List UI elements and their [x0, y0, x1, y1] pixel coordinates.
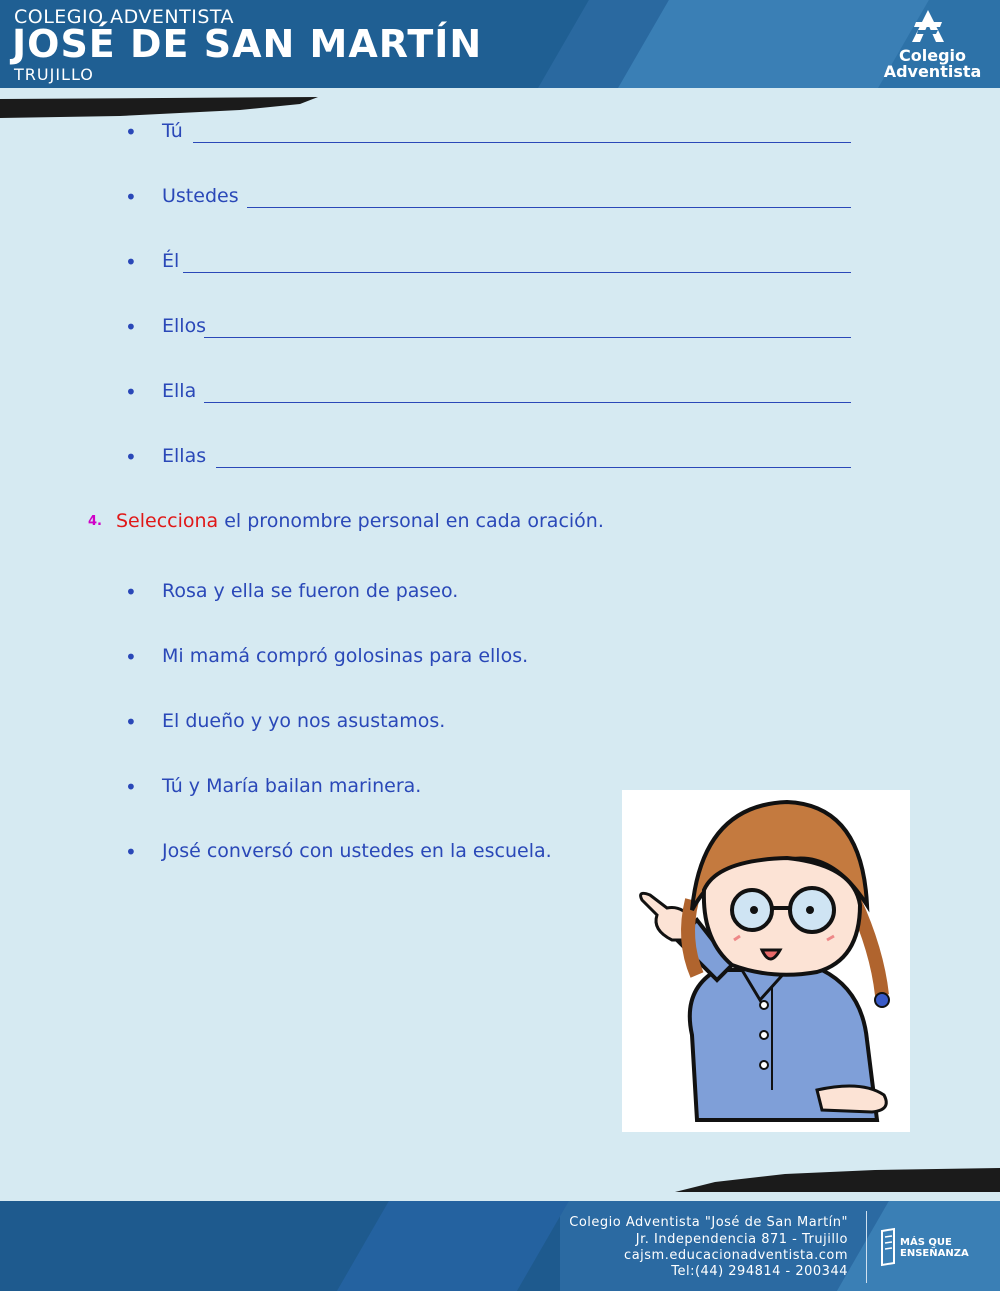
sentence-text[interactable]: José conversó con ustedes en la escuela.	[162, 840, 552, 862]
bullet-icon: •	[125, 120, 137, 144]
answer-line	[216, 467, 851, 468]
mas-que-ensenanza-logo	[878, 1227, 998, 1271]
bullet-icon: •	[125, 840, 137, 864]
pronoun-label: Ellos	[162, 315, 207, 337]
decorative-brush-stroke	[0, 96, 320, 120]
question-number: 4.	[88, 514, 102, 529]
sentence-text[interactable]: Mi mamá compró golosinas para ellos.	[162, 645, 529, 667]
logo-text-colegio: Colegio	[899, 46, 966, 65]
logo-text-adventista: Adventista	[883, 62, 982, 81]
footer-banner	[0, 1201, 1000, 1291]
answer-line	[183, 272, 851, 273]
header-banner	[0, 0, 1000, 88]
sentence-text[interactable]: Tú y María bailan marinera.	[162, 775, 422, 797]
pronoun-line[interactable]	[125, 315, 851, 345]
answer-line	[204, 337, 851, 338]
pronoun-label: Ellas	[162, 445, 207, 467]
question-text: el pronombre personal en cada oración.	[218, 510, 604, 532]
pronoun-line[interactable]	[125, 120, 851, 150]
question-keyword: Selecciona	[115, 510, 219, 532]
adventist-logo	[870, 8, 995, 84]
header-school-type: COLEGIO ADVENTISTA	[14, 6, 235, 28]
question-4-heading	[88, 510, 604, 532]
bullet-icon: •	[125, 645, 137, 669]
footer-divider	[866, 1211, 867, 1283]
sentence-text[interactable]: El dueño y yo nos asustamos.	[162, 710, 446, 732]
bullet-icon: •	[125, 185, 137, 209]
bullet-icon: •	[125, 710, 137, 734]
girl-pointing-illustration	[622, 790, 910, 1132]
pronoun-line[interactable]	[125, 250, 851, 280]
sentence-text[interactable]: Rosa y ella se fueron de paseo.	[162, 580, 459, 602]
book-icon	[878, 1227, 898, 1267]
pronoun-label: Ustedes	[162, 185, 239, 207]
pronoun-label: Él	[162, 250, 180, 272]
bullet-icon: •	[125, 775, 137, 799]
bullet-icon: •	[125, 445, 137, 469]
footer-website[interactable]: cajsm.educacionadventista.com	[624, 1248, 848, 1263]
bullet-icon: •	[125, 380, 137, 404]
bullet-icon: •	[125, 580, 137, 604]
footer-address: Jr. Independencia 871 - Trujillo	[635, 1232, 848, 1247]
answer-line	[204, 402, 851, 403]
footer-school-name: Colegio Adventista "José de San Martín"	[569, 1215, 848, 1230]
pronoun-label: Ella	[162, 380, 197, 402]
logo-text-mas-que: MÁS QUE	[900, 1237, 952, 1248]
pronoun-line[interactable]	[125, 380, 851, 410]
pronoun-line[interactable]	[125, 185, 851, 215]
answer-line	[193, 142, 851, 143]
adventist-flame-icon	[908, 8, 948, 44]
bullet-icon: •	[125, 315, 137, 339]
footer-phone: Tel:(44) 294814 - 200344	[671, 1264, 848, 1279]
pronoun-line[interactable]	[125, 445, 851, 475]
logo-text-ensenanza: ENSEÑANZA	[900, 1248, 969, 1259]
header-city: TRUJILLO	[14, 65, 94, 84]
header-school-name: JOSÉ DE SAN MARTÍN	[12, 22, 483, 66]
pronoun-label: Tú	[162, 120, 183, 142]
bullet-icon: •	[125, 250, 137, 274]
decorative-brush-stroke	[675, 1168, 1000, 1194]
answer-line	[247, 207, 851, 208]
